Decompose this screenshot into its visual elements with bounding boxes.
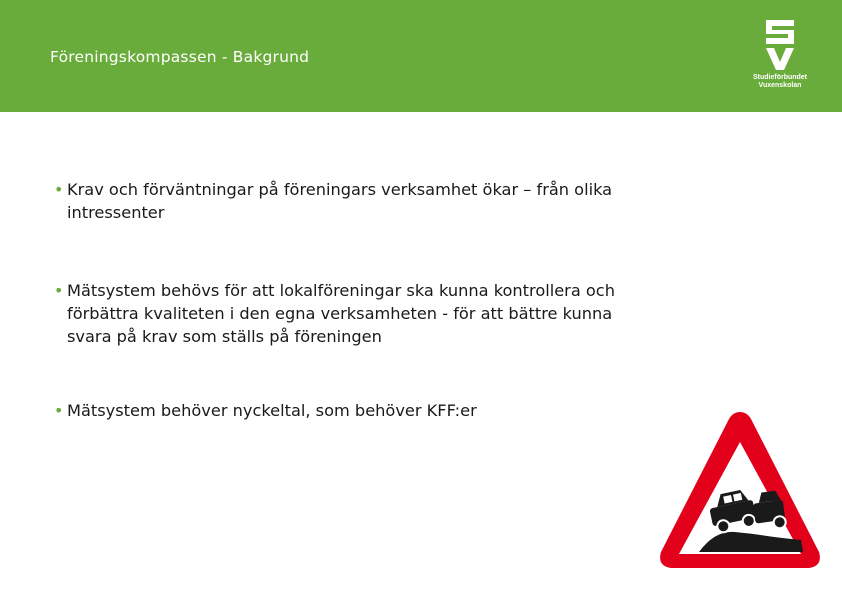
logo-text-line1: Studieförbundet bbox=[752, 74, 808, 81]
warning-road-sign-icon bbox=[655, 406, 825, 574]
slide-title: Föreningskompassen - Bakgrund bbox=[50, 48, 310, 66]
header-bar bbox=[0, 0, 842, 112]
sv-logo-icon bbox=[762, 18, 798, 70]
bullet-line: Mätsystem behöver nyckeltal, som behöver KFF:er bbox=[67, 401, 477, 420]
bullet-dot: • bbox=[54, 180, 64, 199]
bullet-item bbox=[54, 279, 615, 348]
bullet-item bbox=[54, 399, 477, 422]
bullet-dot: • bbox=[54, 401, 64, 420]
bullet-line: svara på krav som ställs på föreningen bbox=[67, 327, 382, 346]
sv-logo bbox=[748, 18, 812, 92]
bullet-item bbox=[54, 178, 612, 224]
bullet-line: förbättra kvaliteten i den egna verksamheten - för att bättre kunna bbox=[67, 304, 613, 323]
logo-text-line2: Vuxenskolan bbox=[758, 82, 802, 89]
bullet-line: Krav och förväntningar på föreningars verksamhet ökar – från olika bbox=[67, 180, 613, 199]
bullet-dot: • bbox=[54, 281, 64, 300]
bullet-line: intressenter bbox=[67, 203, 165, 222]
bullet-line: Mätsystem behövs för att lokalföreningar ska kunna kontrollera och bbox=[67, 281, 615, 300]
